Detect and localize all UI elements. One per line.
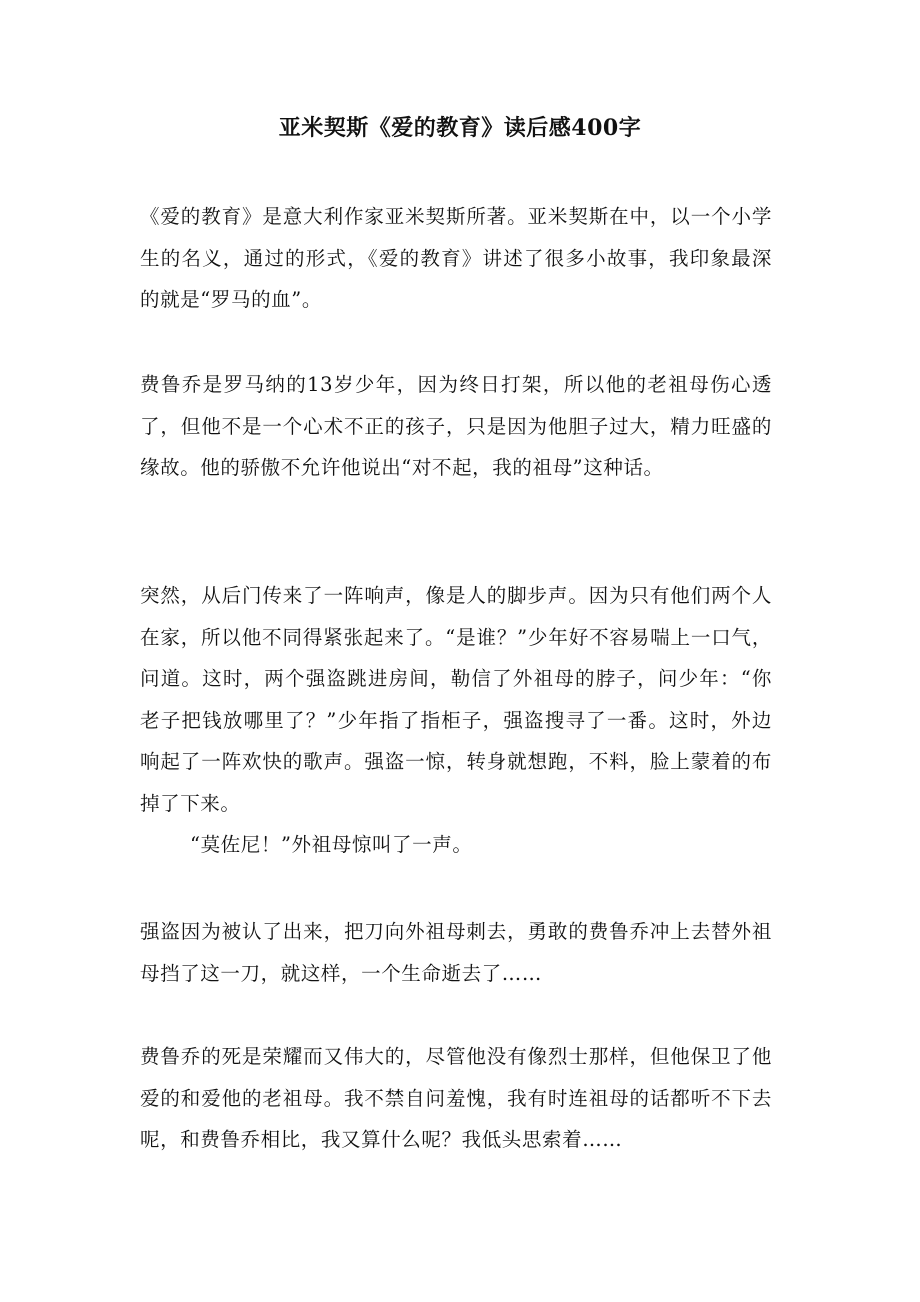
paragraph-reflection: 费鲁乔的死是荣耀而又伟大的，尽管他没有像烈士那样，但他保卫了他爱的和爱他的老祖母。我不禁自问羞愧，我有时连祖母的话都听不下去呢，和费鲁乔相比，我又算什么呢？我低头思索着…… xyxy=(140,1045,772,1151)
document-title: 亚米契斯《爱的教育》读后感400字 xyxy=(278,115,642,141)
paragraph-sacrifice: 强盗因为被认了出来，把刀向外祖母刺去，勇敢的费鲁乔冲上去替外祖母挡了这一刀，就这样，一个生命逝去了…… xyxy=(140,920,772,985)
paragraph-intro: 《爱的教育》是意大利作家亚米契斯所著。亚米契斯在中，以一个小学生的名义，通过的形式，《爱的教育》讲述了很多小故事，我印象最深的就是“罗马的血”。 xyxy=(140,205,772,311)
paragraph-ferruccio: 费鲁乔是罗马纳的13岁少年，因为终日打架，所以他的老祖母伤心透了，但他不是一个心术不正的孩子，只是因为他胆子过大，精力旺盛的缘故。他的骄傲不允许他说出“对不起，我的祖母”这种话。 xyxy=(140,373,772,479)
paragraph-robbery: 突然，从后门传来了一阵响声，像是人的脚步声。因为只有他们两个人在家，所以他不同得紧张起来了。“是谁？”少年好不容易喘上一口气，问道。这时，两个强盗跳进房间，勒信了外祖母的脖子，问少年：“你老子把钱放哪里了？”少年指了指柜子，强盗搜寻了一番。这时，外边响起了一阵欢快的歌声。强盗一惊，转身就想跑，不料，脸上蒙着的布掉了下来。 xyxy=(140,584,772,815)
paragraph-exclamation: “莫佐尼！”外祖母惊叫了一声。 xyxy=(190,833,473,856)
